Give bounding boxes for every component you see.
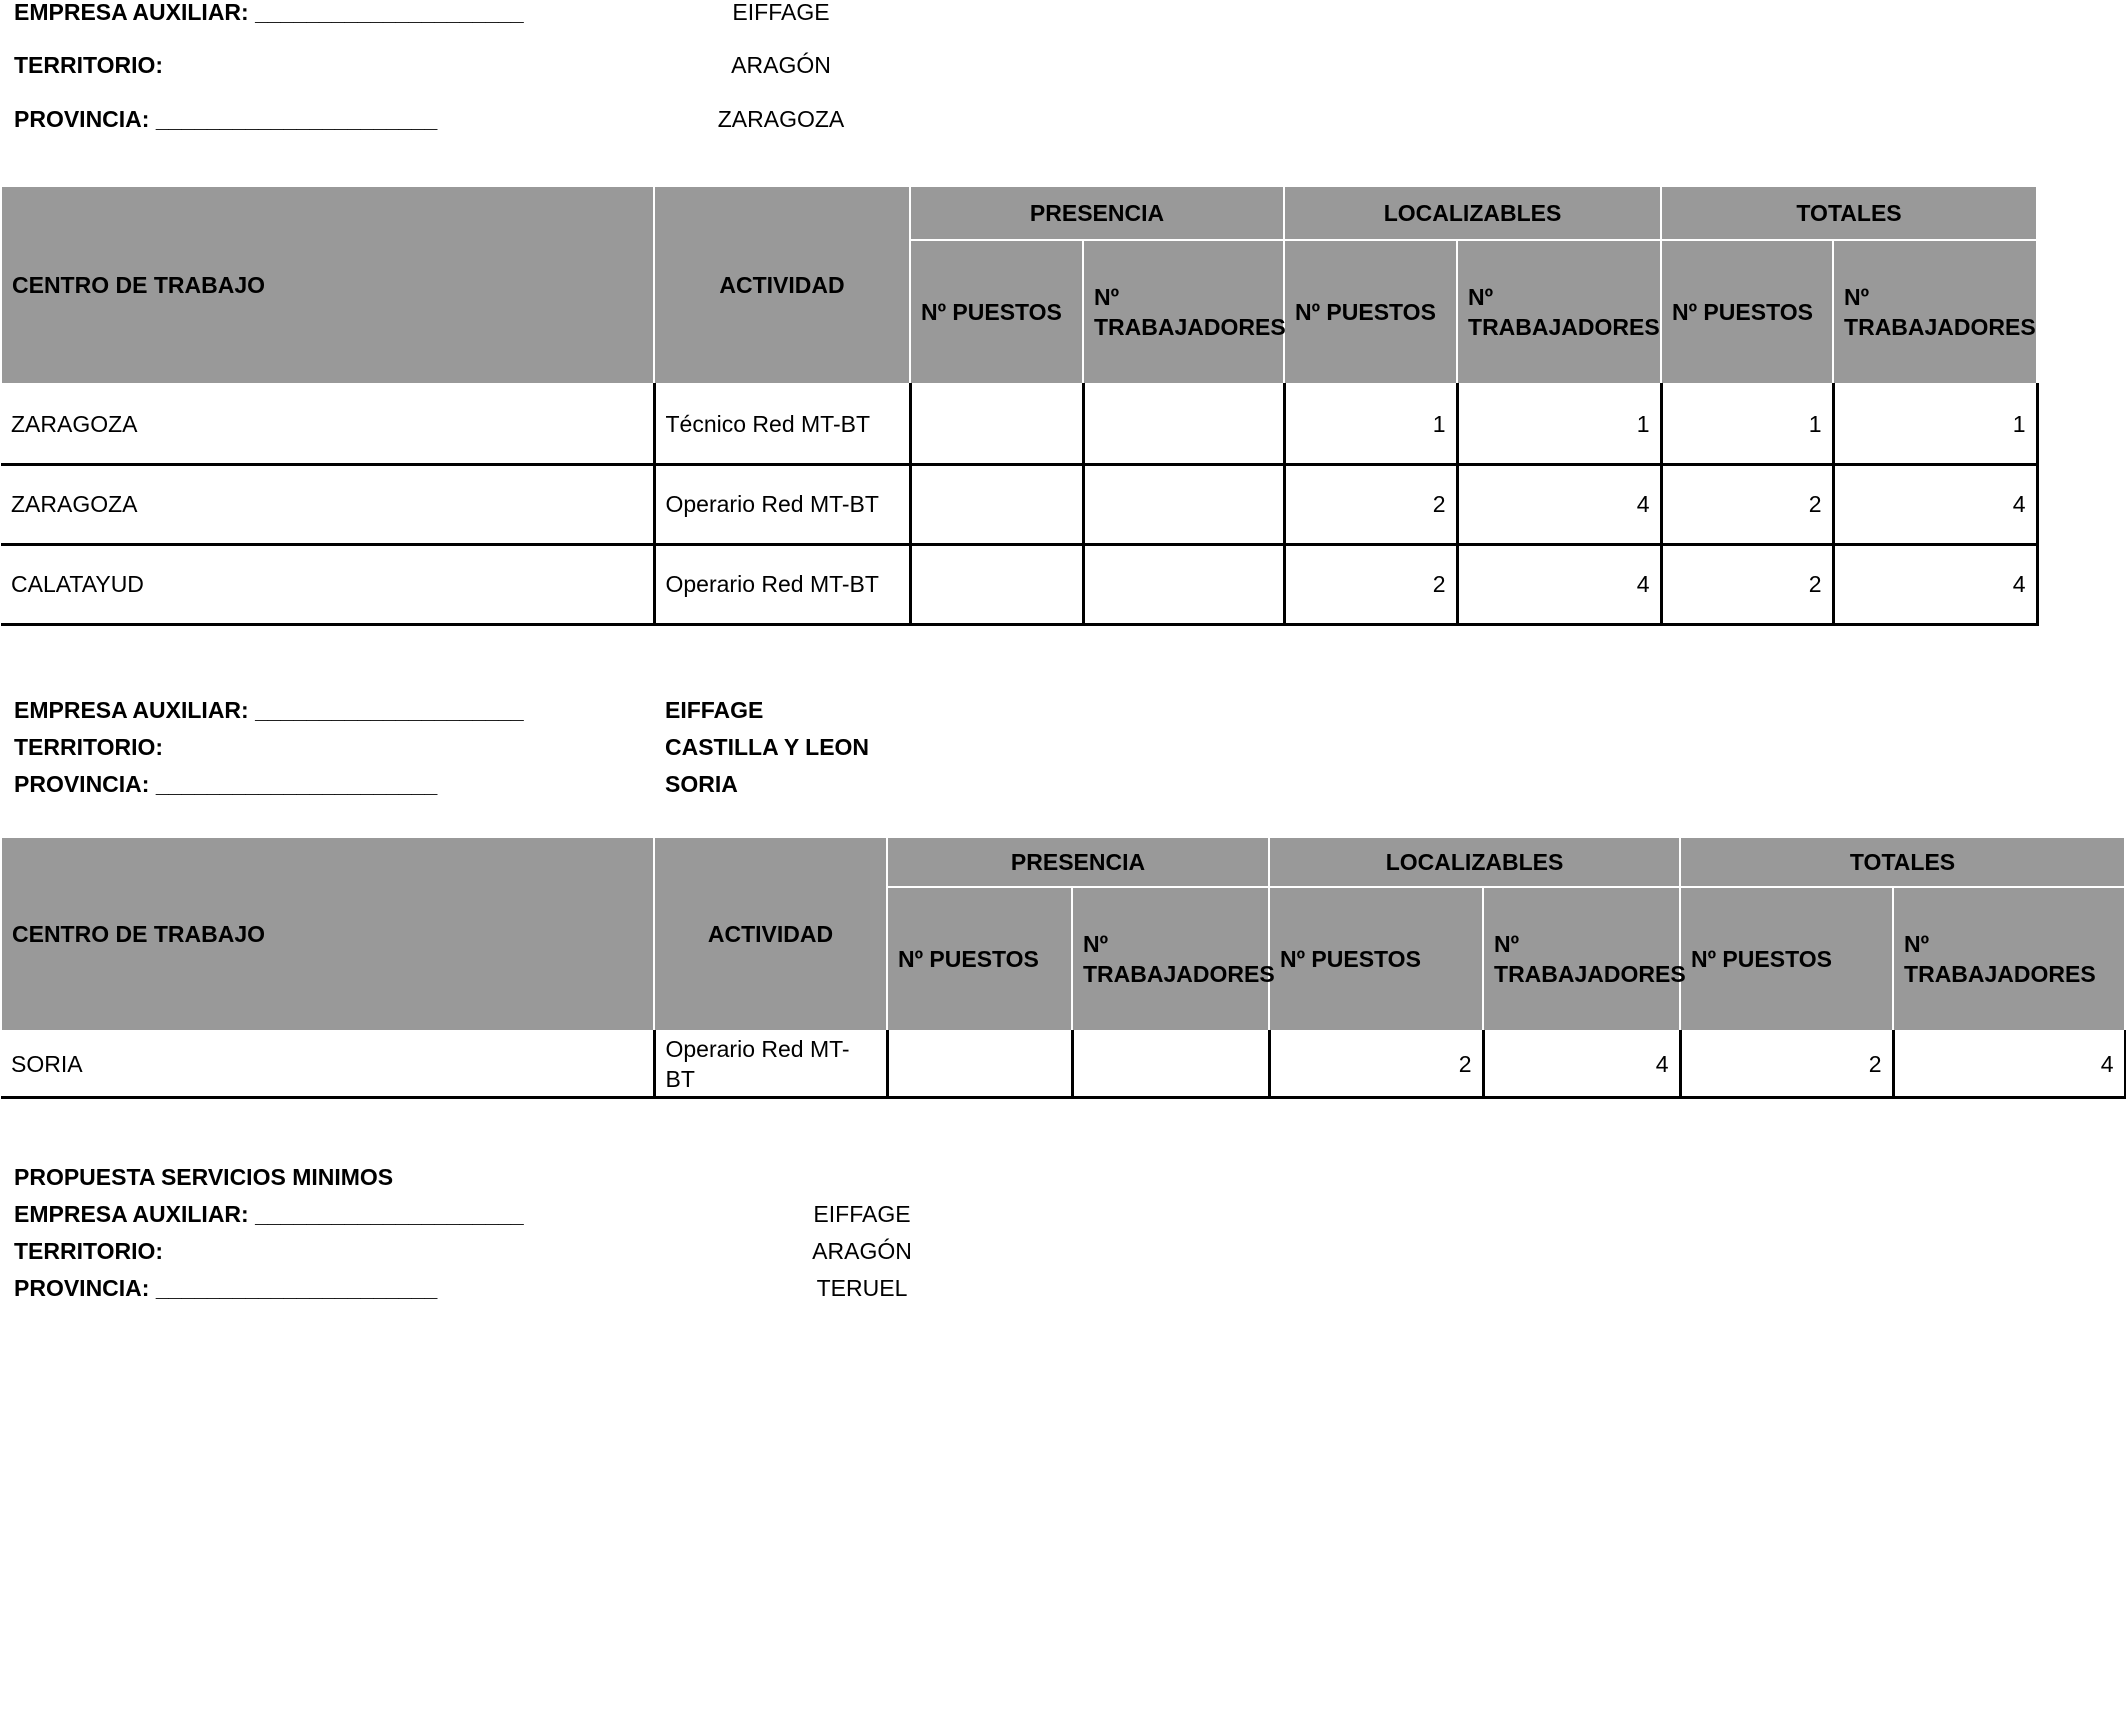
cell-actividad: Técnico Red MT-BT xyxy=(654,384,910,464)
cell-localizables-puestos: 2 xyxy=(1269,1031,1483,1097)
territorio-value: CASTILLA Y LEON xyxy=(665,734,870,760)
header-word-trabajadores: TRABAJADORES xyxy=(1468,314,1660,340)
servicios-table-castilla-soria xyxy=(0,836,2126,1099)
cell-totales-puestos: 2 xyxy=(1661,544,1833,624)
cell-actividad-line-1: Operario Red MT- xyxy=(665,1035,850,1062)
cell-totales-puestos: 2 xyxy=(1680,1031,1893,1097)
header-totales: TOTALES xyxy=(1661,186,2037,240)
cell-centro: SORIA xyxy=(1,1031,654,1097)
header-word-n: Nº xyxy=(1083,931,1109,957)
header-localizables-trabajadores xyxy=(1457,240,1661,384)
provincia-value: ZARAGOZA xyxy=(717,106,845,132)
header-word-n: Nº xyxy=(1468,284,1494,310)
empresa-auxiliar-label: EMPRESA AUXILIAR: _____________________ xyxy=(14,697,524,723)
cell-actividad-line-2: BT xyxy=(665,1065,695,1092)
header-localizables-puestos: Nº PUESTOS xyxy=(1269,887,1483,1031)
header-localizables-puestos: Nº PUESTOS xyxy=(1284,240,1457,384)
cell-actividad: Operario Red MT-BT xyxy=(654,544,910,624)
cell-localizables-trabajadores: 4 xyxy=(1483,1031,1680,1097)
territorio-value: ARAGÓN xyxy=(812,1238,912,1264)
cell-presencia-trabajadores xyxy=(1083,544,1284,624)
cell-totales-puestos: 1 xyxy=(1661,384,1833,464)
header-totales-trabajadores xyxy=(1833,240,2037,384)
header-localizables: LOCALIZABLES xyxy=(1284,186,1661,240)
header-presencia-puestos: Nº PUESTOS xyxy=(910,240,1083,384)
provincia-value: TERUEL xyxy=(816,1275,908,1301)
cell-presencia-puestos xyxy=(910,544,1083,624)
header-localizables: LOCALIZABLES xyxy=(1269,837,1680,887)
cell-localizables-puestos: 2 xyxy=(1284,544,1457,624)
header-totales: TOTALES xyxy=(1680,837,2125,887)
header-totales-puestos: Nº PUESTOS xyxy=(1661,240,1833,384)
header-word-trabajadores: TRABAJADORES xyxy=(1494,961,1686,987)
cell-presencia-puestos xyxy=(910,384,1083,464)
header-word-trabajadores: TRABAJADORES xyxy=(1844,314,2036,340)
cell-centro: ZARAGOZA xyxy=(1,464,654,544)
provincia-label: PROVINCIA: ______________________ xyxy=(14,771,438,797)
provincia-value: SORIA xyxy=(665,771,738,797)
table-row xyxy=(1,544,2037,624)
servicios-table-aragon-zaragoza xyxy=(0,185,2039,626)
cell-localizables-trabajadores: 1 xyxy=(1457,384,1661,464)
cell-localizables-puestos: 1 xyxy=(1284,384,1457,464)
cell-totales-trabajadores: 4 xyxy=(1833,464,2037,544)
cell-totales-puestos: 2 xyxy=(1661,464,1833,544)
header-totales-trabajadores: Nº TRABAJADORES xyxy=(1893,887,2125,1031)
table-row xyxy=(1,384,2037,464)
cell-totales-trabajadores: 4 xyxy=(1893,1031,2125,1097)
header-centro-de-trabajo: CENTRO DE TRABAJO xyxy=(1,186,654,384)
cell-presencia-puestos xyxy=(887,1031,1072,1097)
territorio-label: TERRITORIO: xyxy=(14,52,164,78)
empresa-auxiliar-label: EMPRESA AUXILIAR: _____________________ xyxy=(14,1201,524,1227)
cell-actividad xyxy=(654,1031,887,1097)
header-presencia-trabajadores xyxy=(1072,887,1275,1031)
empresa-auxiliar-value: EIFFAGE xyxy=(813,1201,911,1227)
cell-centro: CALATAYUD xyxy=(1,544,654,624)
header-actividad: ACTIVIDAD xyxy=(654,186,910,384)
empresa-auxiliar-value: EIFFAGE xyxy=(665,697,764,723)
cell-presencia-trabajadores xyxy=(1072,1031,1269,1097)
cell-localizables-trabajadores: 4 xyxy=(1457,544,1661,624)
header-centro-de-trabajo: CENTRO DE TRABAJO xyxy=(1,837,654,1031)
territorio-value: ARAGÓN xyxy=(731,52,831,78)
cell-actividad: Operario Red MT-BT xyxy=(654,464,910,544)
cell-centro: ZARAGOZA xyxy=(1,384,654,464)
header-presencia: PRESENCIA xyxy=(887,837,1269,887)
cell-presencia-puestos xyxy=(910,464,1083,544)
propuesta-title: PROPUESTA SERVICIOS MINIMOS xyxy=(14,1164,394,1190)
cell-localizables-trabajadores: 4 xyxy=(1457,464,1661,544)
table-row xyxy=(1,1031,2125,1097)
header-word-n: Nº xyxy=(1094,284,1120,310)
territorio-label: TERRITORIO: xyxy=(14,1238,164,1264)
provincia-label: PROVINCIA: ______________________ xyxy=(14,1275,438,1301)
empresa-auxiliar-value: EIFFAGE xyxy=(732,0,830,25)
header-presencia-puestos: Nº PUESTOS xyxy=(887,887,1072,1031)
cell-presencia-trabajadores xyxy=(1083,384,1284,464)
header-presencia: PRESENCIA xyxy=(910,186,1284,240)
header-word-trabajadores: TRABAJADORES xyxy=(1083,961,1275,987)
cell-totales-trabajadores: 4 xyxy=(1833,544,2037,624)
table-row xyxy=(1,464,2037,544)
cell-totales-trabajadores: 1 xyxy=(1833,384,2037,464)
cell-localizables-puestos: 2 xyxy=(1284,464,1457,544)
territorio-label: TERRITORIO: xyxy=(14,734,164,760)
header-actividad: ACTIVIDAD xyxy=(654,837,887,1031)
header-word-n: Nº xyxy=(1494,931,1520,957)
cell-presencia-trabajadores xyxy=(1083,464,1284,544)
header-word-n: Nº xyxy=(1844,284,1870,310)
header-totales-puestos: Nº PUESTOS xyxy=(1680,887,1893,1031)
header-presencia-trabajadores xyxy=(1083,240,1284,384)
header-localizables-trabajadores xyxy=(1483,887,1686,1031)
header-word-trabajadores: TRABAJADORES xyxy=(1094,314,1286,340)
empresa-auxiliar-label: EMPRESA AUXILIAR: _____________________ xyxy=(14,0,524,25)
provincia-label: PROVINCIA: ______________________ xyxy=(14,106,438,132)
